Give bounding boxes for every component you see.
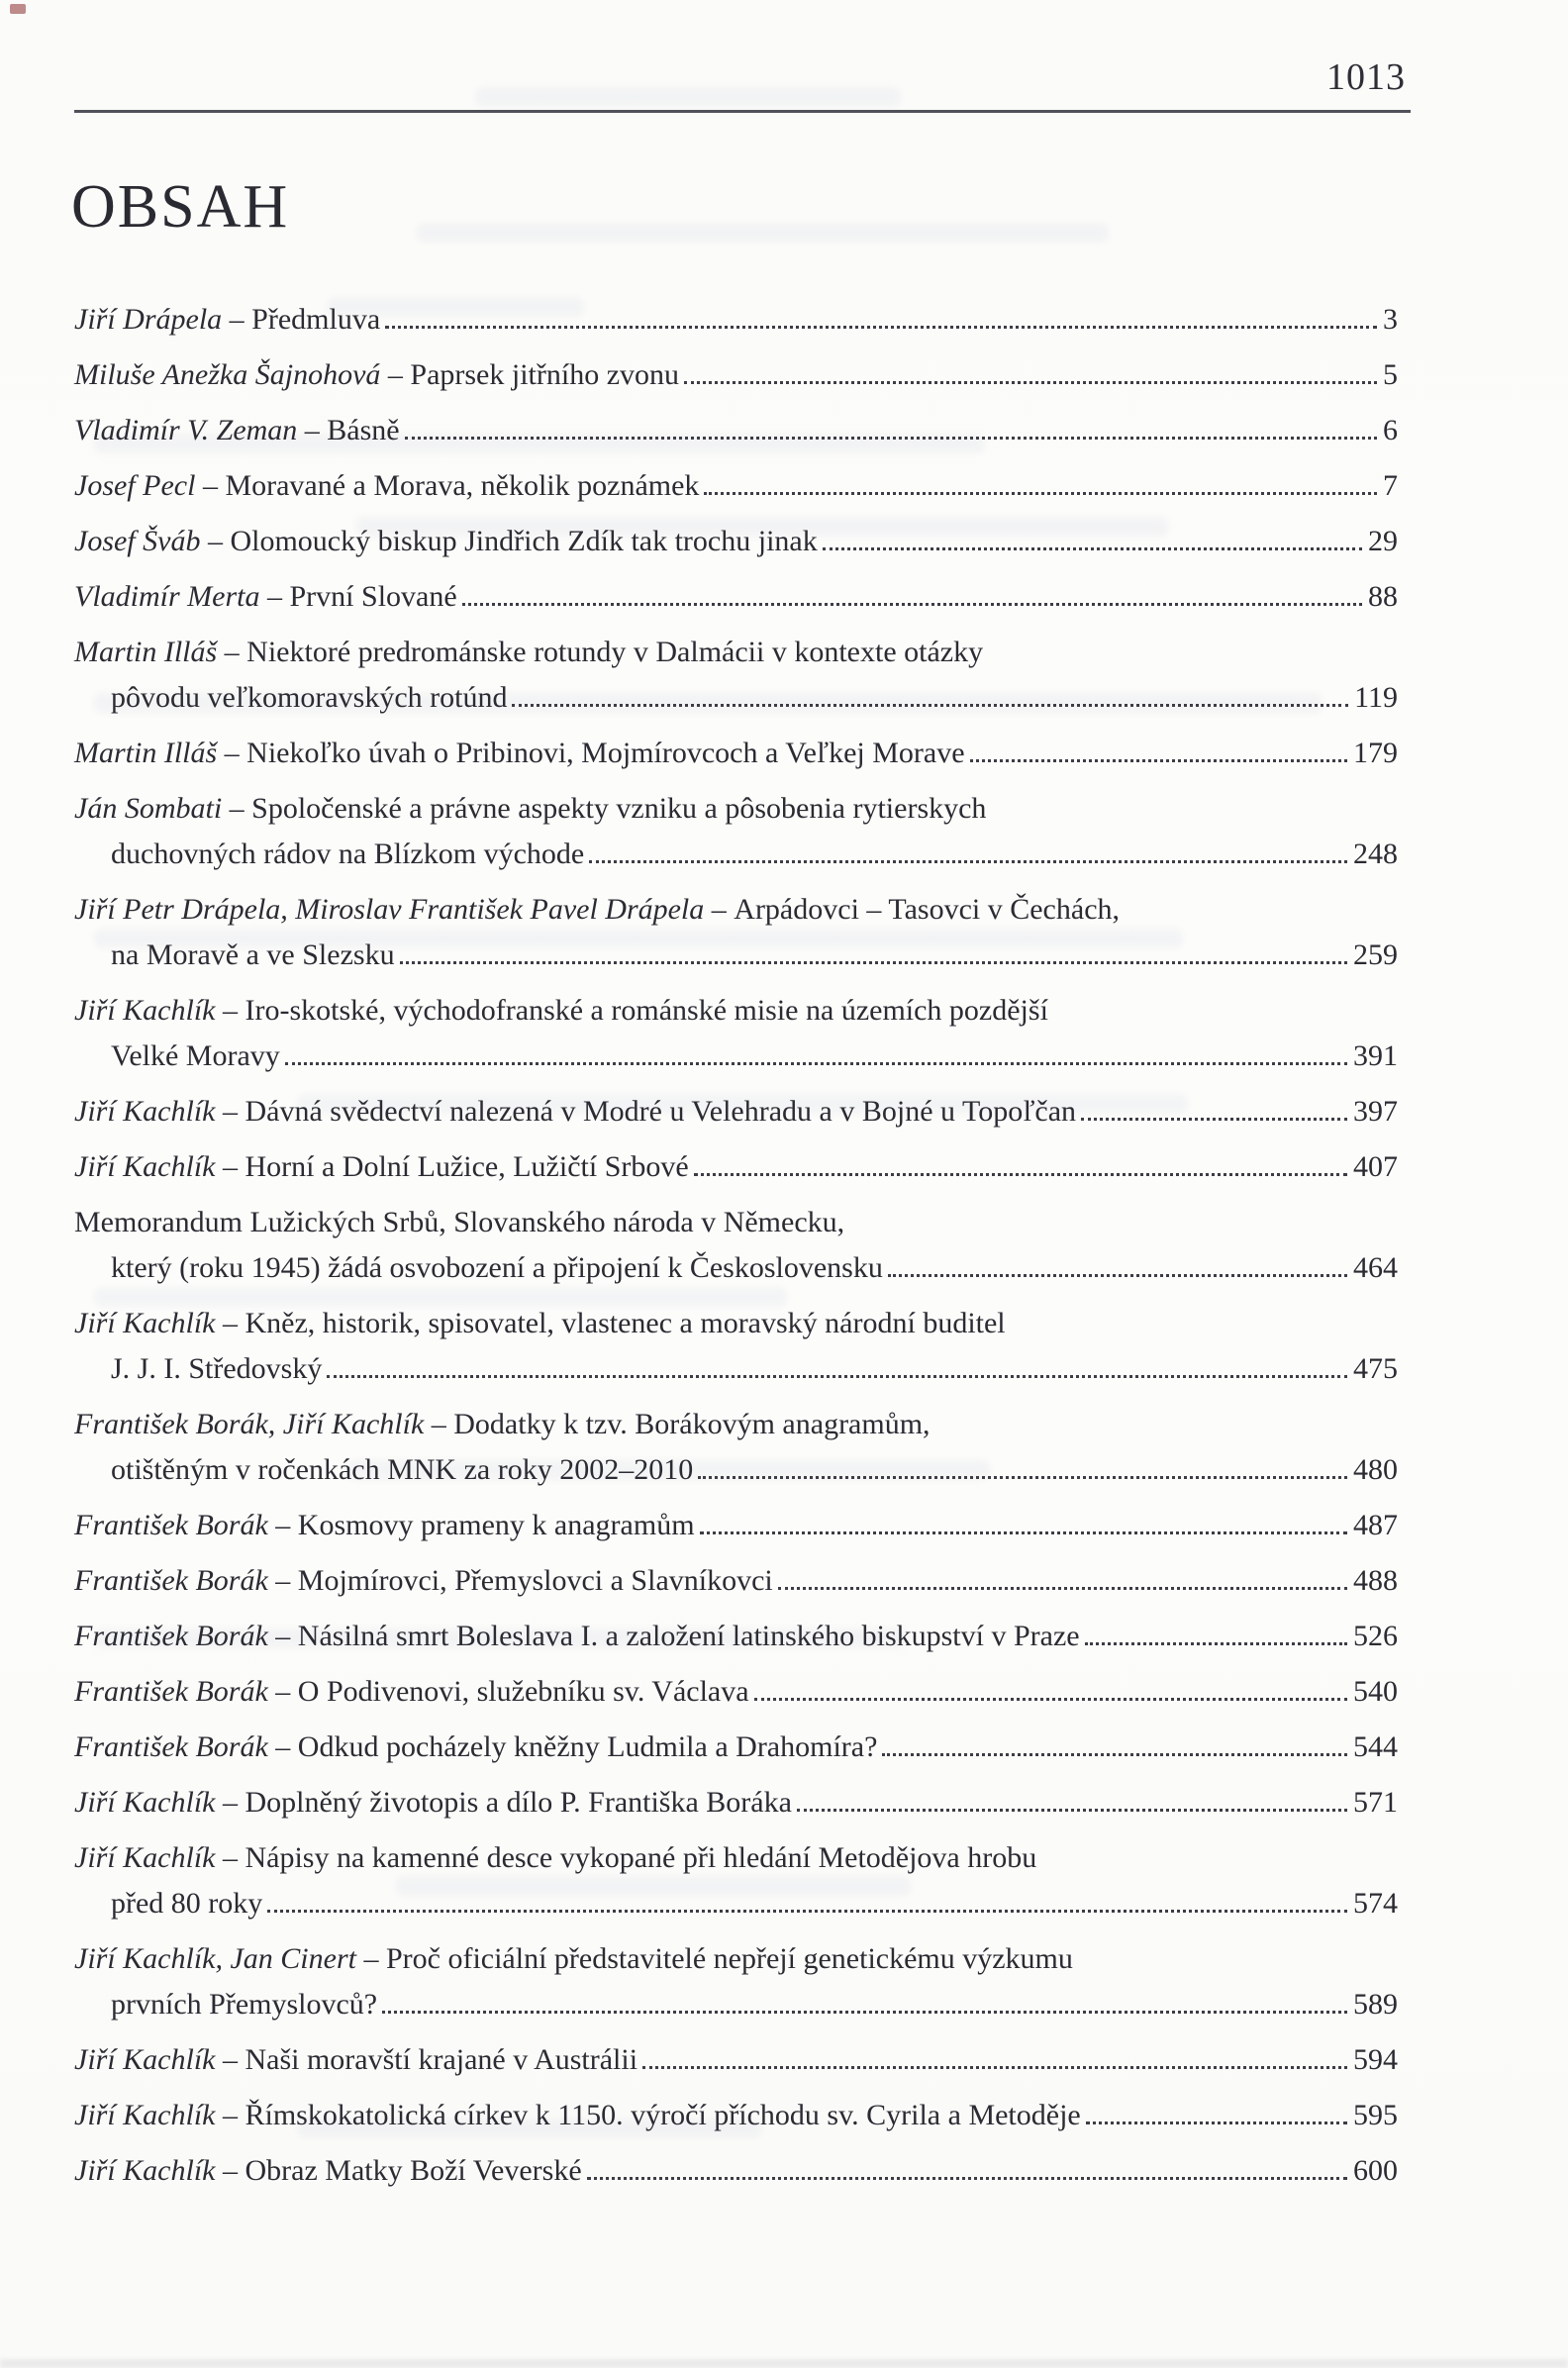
toc-entry-page-number: 397 — [1353, 1095, 1398, 1128]
toc-entry-line — [74, 1725, 1398, 1770]
toc-entry-author: Jiří Kachlík, Jan Cinert — [74, 1942, 356, 1975]
toc-entry-page-number: 526 — [1353, 1620, 1398, 1652]
toc-entry-line — [74, 887, 1398, 933]
toc-entry-title-text: Spoločenské a právne aspekty vzniku a pôsobenia rytierskych — [251, 792, 987, 825]
toc-entry-page-number: 248 — [1353, 838, 1398, 870]
toc-entry-line — [74, 574, 1398, 620]
toc-entry-line — [74, 1402, 1398, 1447]
dot-leader — [882, 1747, 1347, 1756]
toc-entry-line — [74, 1669, 1398, 1715]
toc-entry-page-number: 3 — [1383, 303, 1398, 336]
toc-entry-author: Josef Šváb — [74, 525, 201, 557]
author-title-separator: – — [424, 1408, 454, 1440]
dot-leader — [327, 1369, 1347, 1378]
toc-entry — [74, 786, 1398, 877]
dot-leader — [1086, 2116, 1347, 2124]
dot-leader — [589, 854, 1347, 863]
author-title-separator: – — [215, 1095, 245, 1128]
dot-leader — [823, 542, 1362, 550]
toc-entry-line — [74, 1835, 1398, 1881]
toc-entry-line — [74, 1144, 1398, 1190]
toc-entry — [74, 731, 1398, 776]
toc-entry — [74, 2037, 1398, 2083]
toc-entry — [74, 574, 1398, 620]
author-title-separator: – — [222, 303, 252, 336]
toc-entry-title-text: Niekoľko úvah o Pribinovi, Mojmírovcoch a Veľkej Morave — [246, 737, 965, 769]
toc-entry-page-number: 540 — [1353, 1675, 1398, 1708]
dot-leader — [400, 955, 1347, 964]
author-title-separator: – — [267, 1509, 298, 1541]
dot-leader — [684, 375, 1377, 384]
toc-entry-title-text: Doplněný životopis a dílo P. Františka Boráka — [245, 1786, 792, 1819]
toc-entry-title-text: Moravané a Morava, několik poznámek — [225, 469, 700, 502]
toc-entry-title-text: Předmluva — [251, 303, 381, 336]
toc-entry — [74, 297, 1398, 343]
toc-entry-author: František Borák — [74, 1730, 268, 1763]
toc-entry-title-text: Odkud pocházely kněžny Ludmila a Drahomíra? — [297, 1730, 878, 1763]
toc-entry — [74, 352, 1398, 398]
toc-entry-line — [74, 1881, 1398, 1926]
toc-entry — [74, 1200, 1398, 1291]
toc-entry-title-text: Memorandum Lužických Srbů, Slovanského národa v Německu, — [74, 1206, 845, 1238]
dot-leader — [888, 1268, 1347, 1277]
toc-entry — [74, 630, 1398, 721]
toc-entry-line — [74, 1982, 1398, 2027]
author-title-separator: – — [297, 414, 328, 446]
toc-entry-page-number: 119 — [1354, 681, 1398, 714]
author-title-separator: – — [704, 893, 735, 926]
author-title-separator: – — [215, 1786, 245, 1819]
scan-corner-speck — [10, 4, 26, 14]
toc-entry-title-text: Římskokatolická církev k 1150. výročí příchodu sv. Cyrila a Metoděje — [245, 2099, 1081, 2131]
scan-edge-shadow — [0, 2359, 1568, 2368]
toc-entry — [74, 887, 1398, 978]
toc-entry-line — [74, 786, 1398, 832]
author-title-separator: – — [195, 469, 226, 502]
toc-entry-author: Jiří Kachlík — [74, 1307, 216, 1339]
dot-leader — [382, 2005, 1347, 2014]
toc-entry-page-number: 487 — [1353, 1509, 1398, 1541]
toc-entry-author: Vladimír Merta — [74, 580, 260, 613]
toc-entry — [74, 1780, 1398, 1825]
dot-leader — [797, 1803, 1347, 1812]
toc-entry-line — [74, 519, 1398, 564]
toc-entry-line — [74, 1200, 1398, 1245]
dot-leader — [694, 1167, 1347, 1176]
toc-entry-author: Jiří Kachlík — [74, 1095, 216, 1128]
toc-entry-author: Martin Illáš — [74, 636, 218, 668]
toc-entry-title-text: Mojmírovci, Přemyslovci a Slavníkovci — [297, 1564, 773, 1597]
toc-entry-title-text: Násilná smrt Boleslava I. a založení latinského biskupství v Praze — [297, 1620, 1080, 1652]
toc-entry — [74, 1558, 1398, 1604]
author-title-separator: – — [217, 636, 247, 668]
dot-leader — [754, 1692, 1347, 1701]
toc-entry — [74, 408, 1398, 453]
toc-entry-line — [74, 463, 1398, 509]
toc-entry-page-number: 488 — [1353, 1564, 1398, 1597]
toc-entry-page-number: 595 — [1353, 2099, 1398, 2131]
author-title-separator: – — [215, 1307, 245, 1339]
toc-entry-title-text: Velké Moravy — [111, 1039, 280, 1072]
toc-entry-title-text: Olomoucký biskup Jindřich Zdík tak trochu jinak — [230, 525, 818, 557]
toc-entry-line — [74, 1034, 1398, 1079]
toc-entry-title-text: na Moravě a ve Slezsku — [111, 938, 395, 971]
toc-entry-title-text: prvních Přemyslovců? — [111, 1988, 378, 2021]
dot-leader — [778, 1581, 1347, 1590]
toc-entry-line — [74, 352, 1398, 398]
toc-entry-title-text: Básně — [327, 414, 400, 446]
toc-entry-author: Ján Sombati — [74, 792, 223, 825]
toc-entry-author: Vladimír V. Zeman — [74, 414, 298, 446]
toc-entry-author: Miluše Anežka Šajnohová — [74, 358, 381, 391]
toc-entry-author: František Borák — [74, 1675, 268, 1708]
toc-entry-title-text: Obraz Matky Boží Veverské — [245, 2154, 582, 2187]
toc-entry-author: Martin Illáš — [74, 737, 218, 769]
header-rule — [74, 110, 1411, 113]
toc-entry-title-text: pôvodu veľkomoravských rotúnd — [111, 681, 508, 714]
toc-entry-page-number: 571 — [1353, 1786, 1398, 1819]
toc-entry-title-text: O Podivenovi, služebníku sv. Václava — [297, 1675, 749, 1708]
toc-entry-line — [74, 2148, 1398, 2194]
toc-entry-line — [74, 988, 1398, 1034]
toc-entry-page-number: 5 — [1383, 358, 1398, 391]
toc-entry-author: František Borák — [74, 1620, 268, 1652]
toc-entry-line — [74, 1614, 1398, 1659]
bleed-through-artifact — [475, 87, 901, 107]
toc-entry-line — [74, 297, 1398, 343]
toc-entry-page-number: 544 — [1353, 1730, 1398, 1763]
toc-entry-author: Jiří Kachlík — [74, 1150, 216, 1183]
author-title-separator: – — [215, 1841, 245, 1874]
toc-entry — [74, 988, 1398, 1079]
toc-entry-title-text: Kněz, historik, spisovatel, vlastenec a moravský národní buditel — [245, 1307, 1006, 1339]
toc-entry — [74, 519, 1398, 564]
dot-leader — [642, 2060, 1347, 2069]
toc-entry-author: Jiří Kachlík — [74, 1786, 216, 1819]
toc-entry-page-number: 594 — [1353, 2043, 1398, 2076]
author-title-separator: – — [217, 737, 247, 769]
dot-leader — [970, 753, 1347, 762]
author-title-separator: – — [215, 994, 245, 1027]
toc-entry-page-number: 259 — [1353, 938, 1398, 971]
author-title-separator: – — [215, 1150, 245, 1183]
toc-entry-page-number: 464 — [1353, 1251, 1398, 1284]
toc-entry-page-number: 88 — [1368, 580, 1398, 613]
toc-entry — [74, 1725, 1398, 1770]
toc-entry-line — [74, 2093, 1398, 2138]
author-title-separator: – — [200, 525, 231, 557]
table-of-contents — [74, 297, 1398, 2204]
dot-leader — [587, 2171, 1347, 2180]
toc-entry-author: Jiří Kachlík — [74, 2154, 216, 2187]
toc-entry-title-text: Naši moravští krajané v Austrálii — [245, 2043, 638, 2076]
toc-entry-title-text: Paprsek jitřního zvonu — [410, 358, 680, 391]
toc-entry-page-number: 179 — [1353, 737, 1398, 769]
dot-leader — [405, 431, 1377, 440]
toc-entry — [74, 463, 1398, 509]
author-title-separator: – — [267, 1620, 298, 1652]
toc-entry-title-text: před 80 roky — [111, 1887, 263, 1920]
toc-entry-line — [74, 832, 1398, 877]
toc-entry-author: Jiří Kachlík — [74, 2099, 216, 2131]
toc-entry-page-number: 407 — [1353, 1150, 1398, 1183]
toc-entry-page-number: 29 — [1368, 525, 1398, 557]
toc-entry-title-text: otištěným v ročenkách MNK za roky 2002–2010 — [111, 1453, 694, 1486]
toc-entry-page-number: 574 — [1353, 1887, 1398, 1920]
dot-leader — [285, 1056, 1347, 1065]
dot-leader — [704, 486, 1377, 495]
page-title: OBSAH — [71, 172, 290, 241]
toc-entry-title-text: Arpádovci – Tasovci v Čechách, — [734, 893, 1121, 926]
toc-entry — [74, 2093, 1398, 2138]
author-title-separator: – — [267, 1564, 298, 1597]
toc-entry-title-text: Kosmovy prameny k anagramům — [297, 1509, 695, 1541]
author-title-separator: – — [259, 580, 290, 613]
toc-entry-title-text: Horní a Dolní Lužice, Lužičtí Srbové — [245, 1150, 689, 1183]
toc-entry-line — [74, 2037, 1398, 2083]
bleed-through-artifact — [416, 223, 1109, 243]
toc-entry-line — [74, 408, 1398, 453]
toc-entry — [74, 1503, 1398, 1548]
toc-entry-line — [74, 630, 1398, 675]
dot-leader — [385, 320, 1377, 329]
toc-entry-line — [74, 1447, 1398, 1493]
toc-entry — [74, 1089, 1398, 1135]
toc-entry-line — [74, 1558, 1398, 1604]
dot-leader — [1081, 1112, 1347, 1121]
author-title-separator: – — [380, 358, 411, 391]
toc-entry — [74, 1144, 1398, 1190]
toc-entry-title-text: duchovných rádov na Blízkom východe — [111, 838, 585, 870]
dot-leader — [698, 1470, 1347, 1479]
dot-leader — [512, 698, 1348, 707]
author-title-separator: – — [355, 1942, 386, 1975]
toc-entry-page-number: 6 — [1383, 414, 1398, 446]
toc-entry-line — [74, 1089, 1398, 1135]
toc-entry-line — [74, 731, 1398, 776]
toc-entry — [74, 2148, 1398, 2194]
toc-entry-author: Jiří Kachlík — [74, 1841, 216, 1874]
toc-entry-author: František Borák — [74, 1564, 268, 1597]
toc-entry — [74, 1669, 1398, 1715]
author-title-separator: – — [215, 2099, 245, 2131]
dot-leader — [462, 597, 1362, 606]
author-title-separator: – — [215, 2043, 245, 2076]
author-title-separator: – — [222, 792, 252, 825]
dot-leader — [1085, 1636, 1347, 1645]
dot-leader — [700, 1526, 1347, 1534]
dot-leader — [267, 1904, 1347, 1913]
toc-entry-line — [74, 1503, 1398, 1548]
toc-entry-author: František Borák — [74, 1509, 268, 1541]
toc-entry-author: Jiří Drápela — [74, 303, 223, 336]
toc-entry-title-text: Proč oficiální představitelé nepřejí genetickému výzkumu — [385, 1942, 1073, 1975]
toc-entry — [74, 1402, 1398, 1493]
toc-entry-title-text: Dodatky k tzv. Borákovým anagramům, — [453, 1408, 931, 1440]
toc-entry-page-number: 600 — [1353, 2154, 1398, 2187]
toc-entry-page-number: 391 — [1353, 1039, 1398, 1072]
toc-entry-title-text: Nápisy na kamenné desce vykopané při hledání Metodějova hrobu — [245, 1841, 1037, 1874]
toc-entry-page-number: 475 — [1353, 1352, 1398, 1385]
toc-entry-title-text: První Slované — [289, 580, 457, 613]
toc-entry — [74, 1301, 1398, 1392]
toc-entry — [74, 1835, 1398, 1926]
toc-entry-page-number: 480 — [1353, 1453, 1398, 1486]
toc-entry-line — [74, 933, 1398, 978]
toc-entry-title-text: Dávná svědectví nalezená v Modré u Velehradu a v Bojné u Topoľčan — [245, 1095, 1077, 1128]
toc-entry-line — [74, 1301, 1398, 1346]
author-title-separator: – — [267, 1675, 298, 1708]
toc-entry-title-text: Iro-skotské, východofranské a románské misie na územích pozdější — [245, 994, 1048, 1027]
toc-entry-author: Jiří Kachlík — [74, 2043, 216, 2076]
toc-entry-line — [74, 675, 1398, 721]
toc-entry — [74, 1936, 1398, 2027]
toc-entry-title-text: Niektoré predrománske rotundy v Dalmácii v kontexte otázky — [246, 636, 984, 668]
author-title-separator: – — [215, 2154, 245, 2187]
toc-entry-author: František Borák, Jiří Kachlík — [74, 1408, 425, 1440]
author-title-separator: – — [267, 1730, 298, 1763]
toc-entry-title-text: J. J. I. Středovský — [111, 1352, 323, 1385]
toc-entry-line — [74, 1346, 1398, 1392]
toc-entry-title-text: který (roku 1945) žádá osvobození a připojení k Československu — [111, 1251, 883, 1284]
toc-entry-author: Jiří Kachlík — [74, 994, 216, 1027]
toc-entry-line — [74, 1780, 1398, 1825]
toc-entry-line — [74, 1245, 1398, 1291]
toc-entry — [74, 1614, 1398, 1659]
toc-entry-line — [74, 1936, 1398, 1982]
toc-entry-page-number: 7 — [1383, 469, 1398, 502]
page-number-header: 1013 — [1326, 56, 1406, 98]
toc-entry-page-number: 589 — [1353, 1988, 1398, 2021]
toc-entry-author: Jiří Petr Drápela, Miroslav František Pavel Drápela — [74, 893, 705, 926]
toc-entry-author: Josef Pecl — [74, 469, 196, 502]
